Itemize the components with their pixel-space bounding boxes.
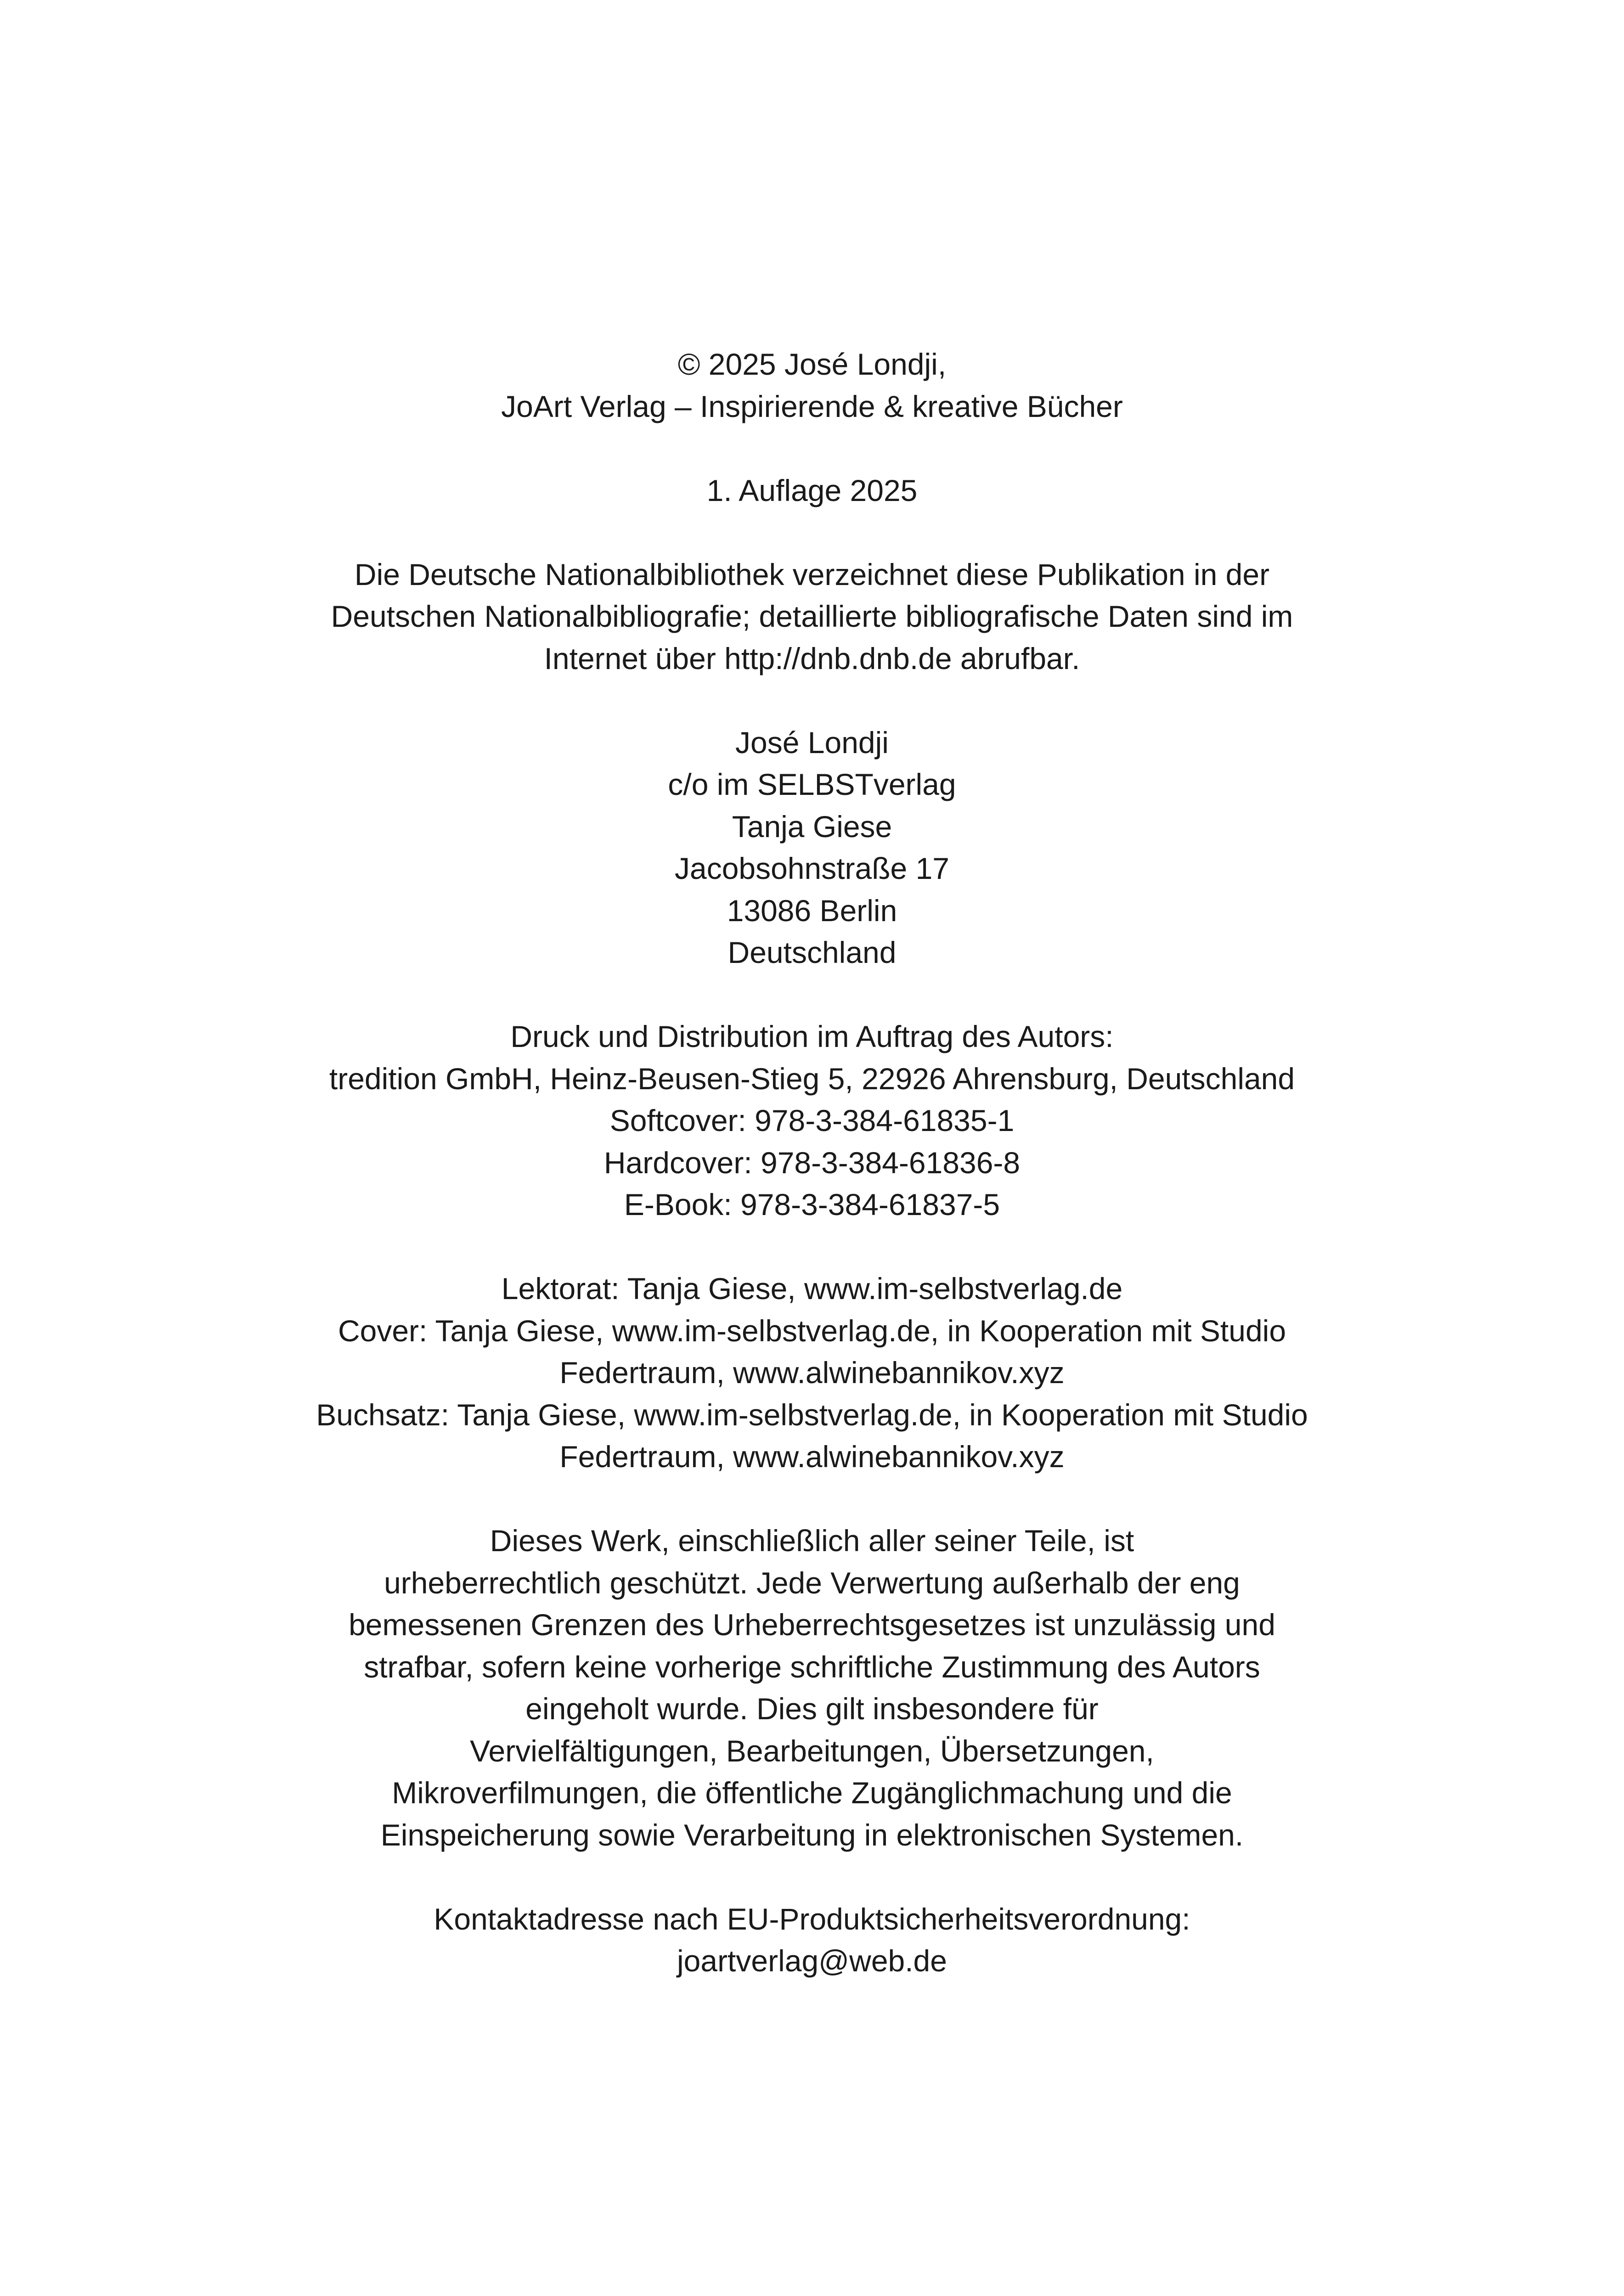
rights-line: bemessenen Grenzen des Urheberrechtsgesetzes ist unzulässig und bbox=[349, 1608, 1275, 1642]
cover-credit: Federtraum, www.alwinebannikov.xyz bbox=[559, 1356, 1065, 1390]
rights-line: strafbar, sofern keine vorherige schriftliche Zustimmung des Autors bbox=[364, 1649, 1260, 1684]
author-name: José Londji bbox=[735, 725, 889, 760]
isbn-softcover: Softcover: 978-3-384-61835-1 bbox=[609, 1103, 1015, 1137]
care-of-line: c/o im SELBSTverlag bbox=[668, 767, 956, 801]
credits-block bbox=[257, 1268, 1367, 1478]
rights-line: Dieses Werk, einschließlich aller seiner Teile, ist bbox=[490, 1524, 1134, 1558]
contact-person: Tanja Giese bbox=[732, 809, 892, 844]
distribution-heading: Druck und Distribution im Auftrag des Autors: bbox=[510, 1019, 1114, 1053]
contact-heading: Kontaktadresse nach EU-Produktsicherheitsverordnung: bbox=[434, 1902, 1190, 1936]
rights-line: urheberrechtlich geschützt. Jede Verwertung außerhalb der eng bbox=[384, 1565, 1240, 1600]
address-block bbox=[257, 722, 1367, 974]
rights-line: Mikroverfilmungen, die öffentliche Zugänglichmachung und die bbox=[392, 1776, 1232, 1810]
contact-email: joartverlag@web.de bbox=[677, 1944, 947, 1978]
buchsatz-credit: Federtraum, www.alwinebannikov.xyz bbox=[559, 1440, 1065, 1474]
dnb-notice-block bbox=[257, 554, 1367, 680]
street-line: Jacobsohnstraße 17 bbox=[674, 851, 950, 885]
copyright-line: © 2025 José Londji, bbox=[677, 347, 947, 381]
distributor-address: tredition GmbH, Heinz-Beusen-Stieg 5, 22926 Ahrensburg, Deutschland bbox=[329, 1061, 1295, 1096]
isbn-hardcover: Hardcover: 978-3-384-61836-8 bbox=[603, 1145, 1021, 1180]
dnb-notice-line: Internet über http://dnb.dnb.de abrufbar. bbox=[544, 641, 1080, 675]
contact-block bbox=[257, 1898, 1367, 1982]
isbn-ebook: E-Book: 978-3-384-61837-5 bbox=[624, 1187, 1000, 1221]
buchsatz-credit: Buchsatz: Tanja Giese, www.im-selbstverlag.de, in Kooperation mit Studio bbox=[316, 1397, 1308, 1432]
rights-line: eingeholt wurde. Dies gilt insbesondere für bbox=[525, 1692, 1099, 1726]
edition-line: 1. Auflage 2025 bbox=[706, 473, 918, 507]
rights-block bbox=[257, 1520, 1367, 1856]
country-line: Deutschland bbox=[727, 935, 897, 969]
copyright-block bbox=[257, 343, 1367, 428]
rights-line: Vervielfältigungen, Bearbeitungen, Übersetzungen, bbox=[470, 1733, 1154, 1768]
publisher-line: JoArt Verlag – Inspirierende & kreative Bücher bbox=[501, 389, 1123, 423]
rights-line: Einspeicherung sowie Verarbeitung in elektronischen Systemen. bbox=[380, 1818, 1244, 1852]
lektorat-credit: Lektorat: Tanja Giese, www.im-selbstverlag.de bbox=[501, 1272, 1123, 1306]
city-line: 13086 Berlin bbox=[727, 893, 897, 928]
edition-block bbox=[257, 470, 1367, 512]
distribution-block bbox=[257, 1016, 1367, 1226]
dnb-notice-line: Die Deutsche Nationalbibliothek verzeichnet diese Publikation in der bbox=[354, 557, 1270, 591]
dnb-notice-line: Deutschen Nationalbibliografie; detaillierte bibliografische Daten sind im bbox=[331, 599, 1293, 633]
cover-credit: Cover: Tanja Giese, www.im-selbstverlag.de, in Kooperation mit Studio bbox=[338, 1313, 1286, 1348]
imprint-text bbox=[257, 343, 1367, 1982]
